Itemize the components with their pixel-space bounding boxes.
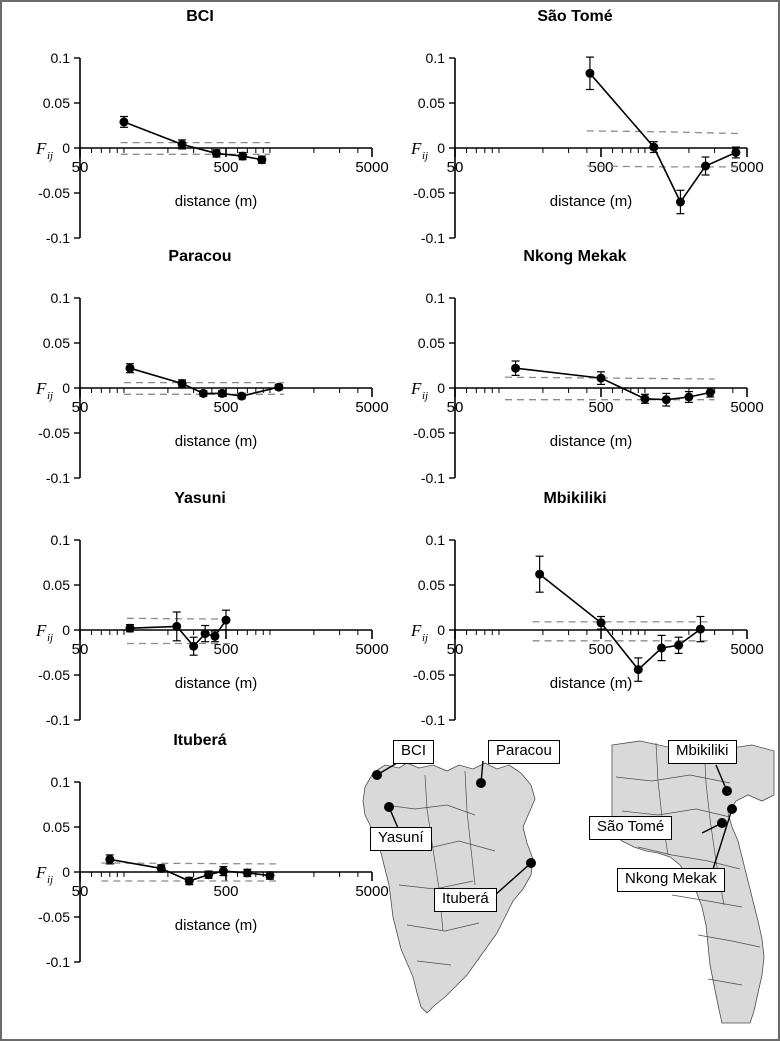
data-point [222, 616, 231, 625]
x-axis-label: distance (m) [549, 675, 633, 692]
x-tick-label: 5000 [355, 159, 389, 176]
y-tick-label: 0.05 [42, 577, 70, 593]
map-label-mbikiliki: Mbikiliki [668, 740, 737, 764]
data-point [210, 632, 219, 641]
data-point-group [218, 389, 227, 398]
data-point [219, 867, 228, 876]
data-point [265, 871, 274, 880]
y-tick-label: 0.05 [417, 577, 445, 593]
panel-itubera [20, 732, 389, 982]
data-point-group [212, 149, 221, 158]
map-label-paracou: Paracou [488, 740, 560, 764]
data-point-group [178, 140, 187, 149]
x-tick-label: 50 [71, 399, 89, 416]
data-point [696, 625, 705, 634]
data-point-group [696, 617, 705, 642]
data-point [649, 143, 658, 152]
y-tick-label: 0.05 [42, 335, 70, 351]
y-tick-label: -0.1 [45, 712, 70, 728]
data-point-group [119, 117, 128, 128]
data-line [516, 368, 711, 400]
data-point-group [178, 379, 187, 388]
panel-mbikiliki [395, 490, 764, 730]
map-label-bci: BCI [393, 740, 434, 764]
plot-area-yasuni [20, 512, 389, 737]
chart-yasuni [20, 512, 389, 737]
y-tick-label: -0.05 [38, 185, 70, 201]
data-point-group [706, 388, 715, 397]
x-tick-label: 5000 [355, 399, 389, 416]
y-axis-label-subscript: ij [47, 150, 54, 162]
data-point [684, 393, 693, 402]
x-tick-label: 50 [71, 159, 89, 176]
y-axis-label-subscript: ij [422, 390, 429, 402]
map-label-nkong-mekak: Nkong Mekak [617, 868, 725, 892]
y-tick-label: 0 [437, 622, 445, 638]
chart-sao-tome [395, 30, 764, 255]
data-point-group [222, 610, 231, 630]
x-axis-label: distance (m) [549, 193, 633, 210]
data-point [511, 364, 520, 373]
y-tick-label: 0.1 [425, 532, 445, 548]
data-point-group [585, 57, 594, 89]
x-tick-label: 50 [446, 641, 464, 658]
x-tick-label: 500 [588, 399, 614, 416]
chart-itubera [20, 754, 389, 979]
y-axis-label-subscript: ij [422, 632, 429, 644]
x-tick-label: 500 [213, 399, 239, 416]
y-axis-label: F [411, 621, 422, 640]
data-point-group [535, 556, 544, 592]
chart-mbikiliki [395, 512, 764, 737]
y-tick-label: -0.05 [38, 425, 70, 441]
chart-paracou [20, 270, 389, 495]
y-tick-label: 0 [62, 864, 70, 880]
data-point [119, 117, 128, 126]
y-axis-label-subscript: ij [47, 874, 54, 886]
panel-title-bci: BCI [186, 8, 214, 25]
data-point-group [265, 871, 274, 880]
data-point [597, 374, 606, 383]
x-tick-label: 50 [446, 159, 464, 176]
y-tick-label: -0.05 [38, 667, 70, 683]
data-point-group [189, 637, 198, 655]
plot-area-paracou [20, 270, 389, 495]
data-point-group [243, 868, 252, 877]
data-point [674, 641, 683, 650]
plot-area-bci [20, 30, 389, 255]
data-point [157, 864, 166, 873]
x-tick-label: 500 [213, 159, 239, 176]
data-point [237, 392, 246, 401]
y-tick-label: 0.1 [50, 290, 70, 306]
x-tick-label: 5000 [355, 641, 389, 658]
data-point [662, 395, 671, 404]
y-tick-label: 0.05 [42, 95, 70, 111]
plot-area-mbikiliki [395, 512, 764, 737]
y-tick-label: 0 [437, 380, 445, 396]
data-point-group [185, 877, 194, 886]
data-point [731, 148, 740, 157]
data-point [185, 877, 194, 886]
y-tick-label: 0 [62, 622, 70, 638]
y-tick-label: 0 [437, 140, 445, 156]
y-axis-label: F [36, 863, 47, 882]
y-axis-label: F [411, 379, 422, 398]
data-point-group [701, 157, 710, 175]
data-point-group [597, 372, 606, 385]
panel-sao-tome [395, 8, 764, 248]
data-point-group [640, 394, 649, 403]
plot-area-nkong-mekak [395, 270, 764, 495]
x-tick-label: 50 [71, 883, 89, 900]
y-axis-label-subscript: ij [422, 150, 429, 162]
data-point-group [684, 392, 693, 403]
data-point [105, 855, 114, 864]
data-point-group [662, 393, 671, 406]
data-point [199, 389, 208, 398]
data-point [701, 162, 710, 171]
data-point [212, 149, 221, 158]
y-tick-label: -0.1 [420, 712, 445, 728]
data-point-group [219, 867, 228, 876]
y-tick-label: -0.1 [420, 470, 445, 486]
data-point-group [201, 626, 210, 642]
x-axis-label: distance (m) [174, 433, 258, 450]
data-point [178, 140, 187, 149]
y-tick-label: -0.05 [413, 667, 445, 683]
data-point-group [238, 152, 247, 161]
x-axis-label: distance (m) [174, 675, 258, 692]
data-point [201, 629, 210, 638]
data-point [274, 383, 283, 392]
y-tick-label: 0.1 [425, 50, 445, 66]
y-tick-label: -0.1 [45, 230, 70, 246]
map-label-yasuni: Yasuní [370, 827, 432, 851]
x-tick-label: 500 [588, 159, 614, 176]
data-point [585, 69, 594, 78]
y-tick-label: 0 [62, 380, 70, 396]
map-americas-svg [355, 735, 565, 1025]
y-tick-label: 0.1 [50, 50, 70, 66]
y-axis-label: F [411, 139, 422, 158]
y-tick-label: 0.1 [50, 774, 70, 790]
data-point [535, 570, 544, 579]
x-tick-label: 500 [213, 641, 239, 658]
y-tick-label: -0.1 [45, 954, 70, 970]
data-point [204, 870, 213, 879]
y-axis-label: F [36, 379, 47, 398]
data-point [657, 644, 666, 653]
panel-bci [20, 8, 389, 248]
x-axis-label: distance (m) [549, 433, 633, 450]
data-point-group [674, 637, 683, 653]
data-point-group [204, 870, 213, 879]
confidence-envelope-upper [127, 618, 233, 619]
data-point-group [634, 658, 643, 681]
data-point [706, 388, 715, 397]
map-americas [355, 735, 565, 1025]
data-point [189, 642, 198, 651]
x-tick-label: 5000 [730, 399, 764, 416]
y-tick-label: 0.1 [425, 290, 445, 306]
y-tick-label: -0.1 [420, 230, 445, 246]
y-axis-label: F [36, 139, 47, 158]
y-tick-label: -0.05 [413, 425, 445, 441]
y-tick-label: 0.05 [417, 95, 445, 111]
y-axis-label: F [36, 621, 47, 640]
data-point-group [199, 389, 208, 398]
y-tick-label: 0 [62, 140, 70, 156]
data-point-group [274, 383, 283, 392]
x-tick-label: 5000 [355, 883, 389, 900]
chart-nkong-mekak [395, 270, 764, 495]
data-point-group [237, 392, 246, 401]
panel-nkong-mekak [395, 248, 764, 488]
panel-title-mbikiliki: Mbikiliki [543, 490, 607, 507]
panel-yasuni [20, 490, 389, 730]
data-point-group [125, 364, 134, 373]
confidence-envelope-upper [505, 377, 715, 379]
x-tick-label: 50 [446, 399, 464, 416]
data-point [218, 389, 227, 398]
data-point [676, 198, 685, 207]
map-label-sao-tome: São Tomé [589, 816, 672, 840]
y-tick-label: -0.05 [413, 185, 445, 201]
data-point-group [257, 155, 266, 164]
chart-bci [20, 30, 389, 255]
panel-title-nkong-mekak: Nkong Mekak [523, 248, 627, 265]
data-point [125, 364, 134, 373]
panel-title-yasuni: Yasuni [174, 490, 226, 507]
y-axis-label-subscript: ij [47, 390, 54, 402]
data-point [238, 152, 247, 161]
data-point [178, 379, 187, 388]
y-tick-label: 0.05 [417, 335, 445, 351]
y-tick-label: -0.05 [38, 909, 70, 925]
plot-area-sao-tome [395, 30, 764, 255]
data-point-group [511, 361, 520, 375]
x-axis-label: distance (m) [174, 193, 258, 210]
panel-title-sao-tome: São Tomé [537, 8, 613, 25]
data-point [125, 624, 134, 633]
x-tick-label: 500 [588, 641, 614, 658]
x-axis-label: distance (m) [174, 917, 258, 934]
data-line [590, 73, 736, 202]
data-point [257, 155, 266, 164]
data-point-group [105, 855, 114, 864]
panel-title-paracou: Paracou [168, 248, 232, 265]
x-tick-label: 5000 [730, 159, 764, 176]
confidence-envelope-upper [587, 131, 742, 134]
map-label-itubera: Ituberá [434, 888, 497, 912]
y-axis-label-subscript: ij [47, 632, 54, 644]
data-point-group [157, 864, 166, 873]
plot-area-itubera [20, 754, 389, 979]
data-point-group [172, 612, 181, 641]
data-point [634, 665, 643, 674]
x-tick-label: 500 [213, 883, 239, 900]
x-tick-label: 5000 [730, 641, 764, 658]
y-tick-label: -0.1 [45, 470, 70, 486]
y-tick-label: 0.1 [50, 532, 70, 548]
data-point [243, 868, 252, 877]
data-point [640, 394, 649, 403]
panel-title-itubera: Ituberá [173, 732, 227, 749]
panel-paracou [20, 248, 389, 488]
data-point [597, 618, 606, 627]
data-point-group [657, 635, 666, 660]
y-tick-label: 0.05 [42, 819, 70, 835]
data-point [172, 622, 181, 631]
data-point-group [125, 624, 134, 633]
x-tick-label: 50 [71, 641, 89, 658]
